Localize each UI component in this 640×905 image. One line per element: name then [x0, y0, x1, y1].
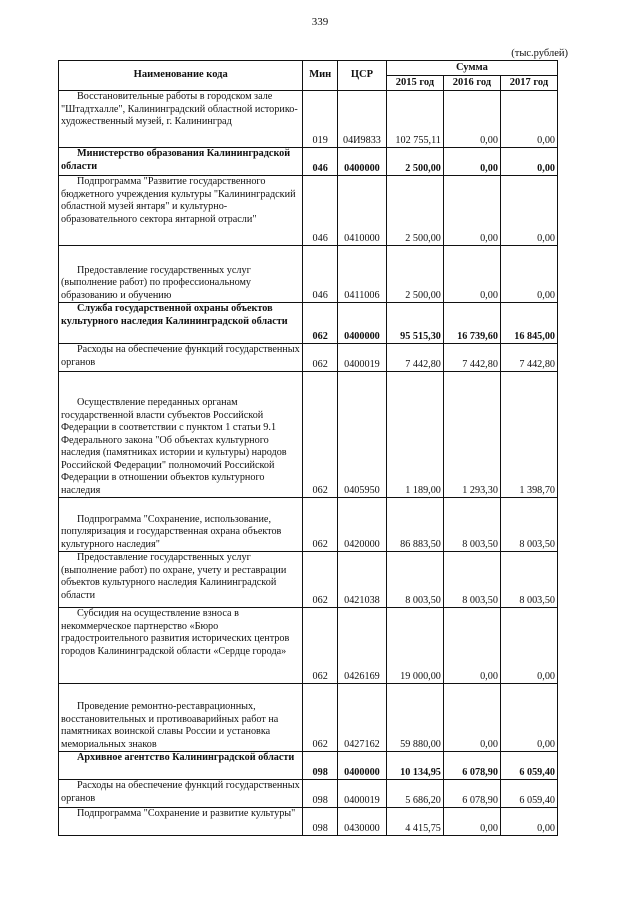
row-name: Субсидия на осуществление взноса в некоммерческое партнерство «Бюро градостроительного развития исторических центров городов Калининградской области «Сердце города» [59, 608, 303, 684]
header-min: Мин [303, 61, 338, 91]
row-2017: 1 398,70 [500, 372, 557, 498]
row-2015: 102 755,11 [386, 91, 443, 148]
row-2017: 0,00 [500, 148, 557, 176]
row-csr: 0410000 [338, 176, 387, 246]
row-name: Подпрограмма "Развитие государственного бюджетного учреждения культуры "Калининградский областной музей янтаря" и культурно-образовательного сектора янтарной отрасли" [59, 176, 303, 246]
row-2016: 0,00 [443, 176, 500, 246]
row-min: 062 [303, 303, 338, 344]
row-2017: 7 442,80 [500, 344, 557, 372]
row-min: 062 [303, 684, 338, 752]
row-min: 098 [303, 780, 338, 808]
row-2015: 10 134,95 [386, 752, 443, 780]
row-csr: 0411006 [338, 246, 387, 303]
row-2015: 8 003,50 [386, 552, 443, 608]
row-csr: 0430000 [338, 808, 387, 836]
row-min: 062 [303, 552, 338, 608]
row-name: Подпрограмма "Сохранение и развитие культуры" [59, 808, 303, 836]
row-name: Расходы на обеспечение функций государственных органов [59, 344, 303, 372]
table-row [59, 303, 558, 344]
row-2017: 16 845,00 [500, 303, 557, 344]
row-2016: 0,00 [443, 148, 500, 176]
row-min: 062 [303, 498, 338, 552]
row-name: Служба государственной охраны объектов культурного наследия Калининградской области [59, 303, 303, 344]
row-2016: 16 739,60 [443, 303, 500, 344]
row-2016: 0,00 [443, 91, 500, 148]
row-csr: 0405950 [338, 372, 387, 498]
header-2016: 2016 год [443, 76, 500, 91]
row-2016: 0,00 [443, 808, 500, 836]
row-2015: 19 000,00 [386, 608, 443, 684]
row-csr: 0420000 [338, 498, 387, 552]
table-row [59, 498, 558, 552]
row-name: Архивное агентство Калининградской области [59, 752, 303, 780]
table-row [59, 344, 558, 372]
row-2015: 5 686,20 [386, 780, 443, 808]
row-2015: 1 189,00 [386, 372, 443, 498]
row-csr: 0400019 [338, 780, 387, 808]
row-min: 062 [303, 372, 338, 498]
row-csr: 04И9833 [338, 91, 387, 148]
table-row [59, 684, 558, 752]
table-row [59, 780, 558, 808]
table-row [59, 808, 558, 836]
row-2016: 0,00 [443, 608, 500, 684]
row-name: Предоставление государственных услуг (выполнение работ) по профессиональному образованию и обучению [59, 246, 303, 303]
row-min: 062 [303, 344, 338, 372]
row-2017: 0,00 [500, 91, 557, 148]
table-row [59, 91, 558, 148]
row-2016: 1 293,30 [443, 372, 500, 498]
budget-table [58, 60, 558, 836]
row-min: 019 [303, 91, 338, 148]
row-name: Восстановительные работы в городском зале "Штадтхалле", Калининградский областной историко-художественный музей, г. Калининград [59, 91, 303, 148]
row-csr: 0400000 [338, 148, 387, 176]
row-min: 098 [303, 808, 338, 836]
row-2015: 59 880,00 [386, 684, 443, 752]
row-2016: 8 003,50 [443, 552, 500, 608]
row-min: 098 [303, 752, 338, 780]
header-csr: ЦСР [338, 61, 387, 91]
row-2016: 8 003,50 [443, 498, 500, 552]
table-row [59, 148, 558, 176]
row-csr: 0400000 [338, 303, 387, 344]
row-2016: 7 442,80 [443, 344, 500, 372]
row-2015: 2 500,00 [386, 176, 443, 246]
row-name: Предоставление государственных услуг (выполнение работ) по охране, учету и реставрации объектов культурного наследия Калининградской области [59, 552, 303, 608]
table-row [59, 176, 558, 246]
row-2015: 2 500,00 [386, 246, 443, 303]
row-2015: 2 500,00 [386, 148, 443, 176]
table-row [59, 608, 558, 684]
row-csr: 0400000 [338, 752, 387, 780]
header-2017: 2017 год [500, 76, 557, 91]
row-csr: 0427162 [338, 684, 387, 752]
row-min: 046 [303, 148, 338, 176]
row-2015: 95 515,30 [386, 303, 443, 344]
header-sum: Сумма [386, 61, 557, 76]
row-min: 062 [303, 608, 338, 684]
table-row [59, 552, 558, 608]
row-min: 046 [303, 246, 338, 303]
row-csr: 0421038 [338, 552, 387, 608]
row-2017: 0,00 [500, 808, 557, 836]
row-name: Министерство образования Калининградской области [59, 148, 303, 176]
row-2017: 0,00 [500, 684, 557, 752]
row-2017: 0,00 [500, 246, 557, 303]
units-label: (тыс.рублей) [511, 48, 568, 59]
page-number: 339 [311, 16, 329, 28]
row-2017: 0,00 [500, 176, 557, 246]
table-row [59, 752, 558, 780]
row-name: Осуществление переданных органам государственной власти субъектов Российской Федерации в соответствии с пунктом 1 статьи 9.1 Федерального закона "Об объектах культурного наследия (памятниках истории и культуры) народов Российской Федерации" полномочий Российской Федерации в отношении объектов культурного наследия [59, 372, 303, 498]
row-2017: 6 059,40 [500, 780, 557, 808]
row-2017: 0,00 [500, 608, 557, 684]
row-2016: 6 078,90 [443, 752, 500, 780]
row-name: Проведение ремонтно-реставрационных, восстановительных и противоаварийных работ на памятниках воинской славы России и установка мемориальных знаков [59, 684, 303, 752]
row-name: Подпрограмма "Сохранение, использование, популяризация и государственная охрана объектов культурного наследия" [59, 498, 303, 552]
row-name: Расходы на обеспечение функций государственных органов [59, 780, 303, 808]
row-2015: 7 442,80 [386, 344, 443, 372]
row-2016: 0,00 [443, 246, 500, 303]
row-2015: 4 415,75 [386, 808, 443, 836]
header-2015: 2015 год [386, 76, 443, 91]
row-2017: 6 059,40 [500, 752, 557, 780]
table-row [59, 372, 558, 498]
row-min: 046 [303, 176, 338, 246]
row-2016: 0,00 [443, 684, 500, 752]
row-2017: 8 003,50 [500, 552, 557, 608]
row-2017: 8 003,50 [500, 498, 557, 552]
row-csr: 0400019 [338, 344, 387, 372]
row-csr: 0426169 [338, 608, 387, 684]
table-row [59, 246, 558, 303]
row-2016: 6 078,90 [443, 780, 500, 808]
row-2015: 86 883,50 [386, 498, 443, 552]
header-name: Наименование кода [59, 61, 303, 91]
